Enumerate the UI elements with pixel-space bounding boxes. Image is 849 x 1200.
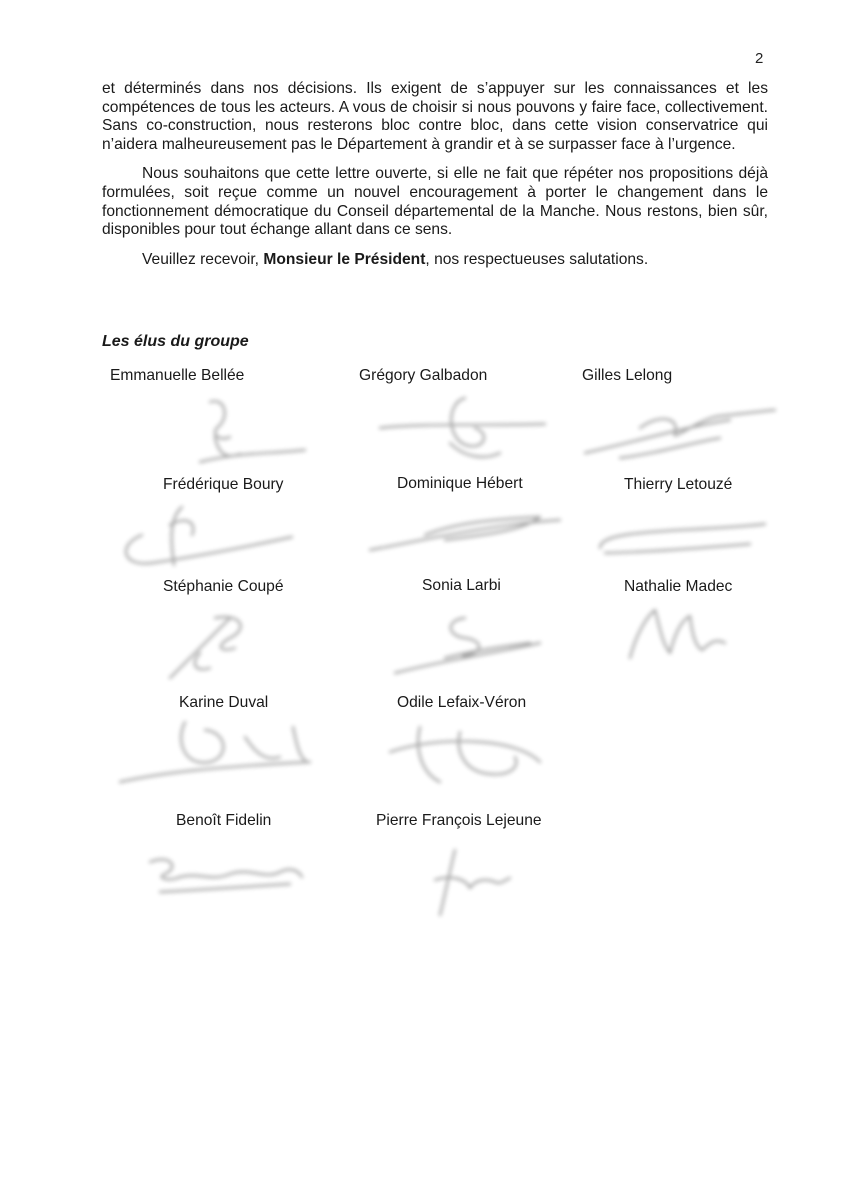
salutation-text-start: Veuillez recevoir, xyxy=(142,250,264,268)
salutation-text-end: , nos respectueuses salutations. xyxy=(425,250,649,268)
paragraph-2: Nous souhaitons que cette lettre ouverte, si elle ne fait que répéter nos propositions déjà formulées, soit reçue comme un nouvel encouragement à porter le changement dans le fonctionnement démocratique du Conseil départemental de la Manche. Nous restons, bien sûr, disponibles pour tout échange allant dans ce sens. xyxy=(102,165,768,239)
signature-image xyxy=(112,495,302,575)
paragraph-1: et déterminés dans nos décisions. Ils exigent de s’appuyer sur les connaissances et les compétences de tous les acteurs. A vous de choisir si nous pouvons y faire face, collectivement. Sans co-construction, nous resterons bloc contre bloc, dans cette vision conservatrice qui n’aidera malheureusement pas le Département à grandir et à se surpasser face à l’urgence. xyxy=(102,80,768,153)
signature-image xyxy=(115,712,315,787)
closing-salutation xyxy=(102,251,768,270)
signer-name: Gilles Lelong xyxy=(582,367,673,384)
signature-image xyxy=(365,505,565,565)
signer-name: Odile Lefaix-Véron xyxy=(397,694,527,711)
signer-name: Frédérique Boury xyxy=(163,476,284,493)
signer-name: Benoît Fidelin xyxy=(176,812,272,829)
signature-image xyxy=(590,508,770,563)
signature-image xyxy=(380,712,545,792)
signature-image xyxy=(170,392,310,467)
signature-image xyxy=(375,388,555,468)
signer-name: Thierry Letouzé xyxy=(624,476,733,493)
signer-name: Nathalie Madec xyxy=(624,578,733,595)
signer-name: Karine Duval xyxy=(179,694,269,711)
signature-image xyxy=(140,842,305,902)
signer-name: Stéphanie Coupé xyxy=(163,578,284,595)
signature-image xyxy=(580,398,780,468)
signer-name: Sonia Larbi xyxy=(422,577,501,594)
page-number: 2 xyxy=(755,50,764,67)
signer-name: Pierre François Lejeune xyxy=(376,812,542,829)
signature-image xyxy=(160,598,270,688)
salutation-addressee: Monsieur le Président xyxy=(263,250,426,268)
group-title: Les élus du groupe xyxy=(102,333,249,350)
signature-image xyxy=(620,598,740,668)
signer-name: Dominique Hébert xyxy=(397,475,523,492)
letter-body xyxy=(102,80,768,280)
signature-image xyxy=(385,598,545,683)
signer-name: Emmanuelle Bellée xyxy=(110,367,245,384)
signature-image xyxy=(415,840,515,920)
signer-name: Grégory Galbadon xyxy=(359,367,488,384)
